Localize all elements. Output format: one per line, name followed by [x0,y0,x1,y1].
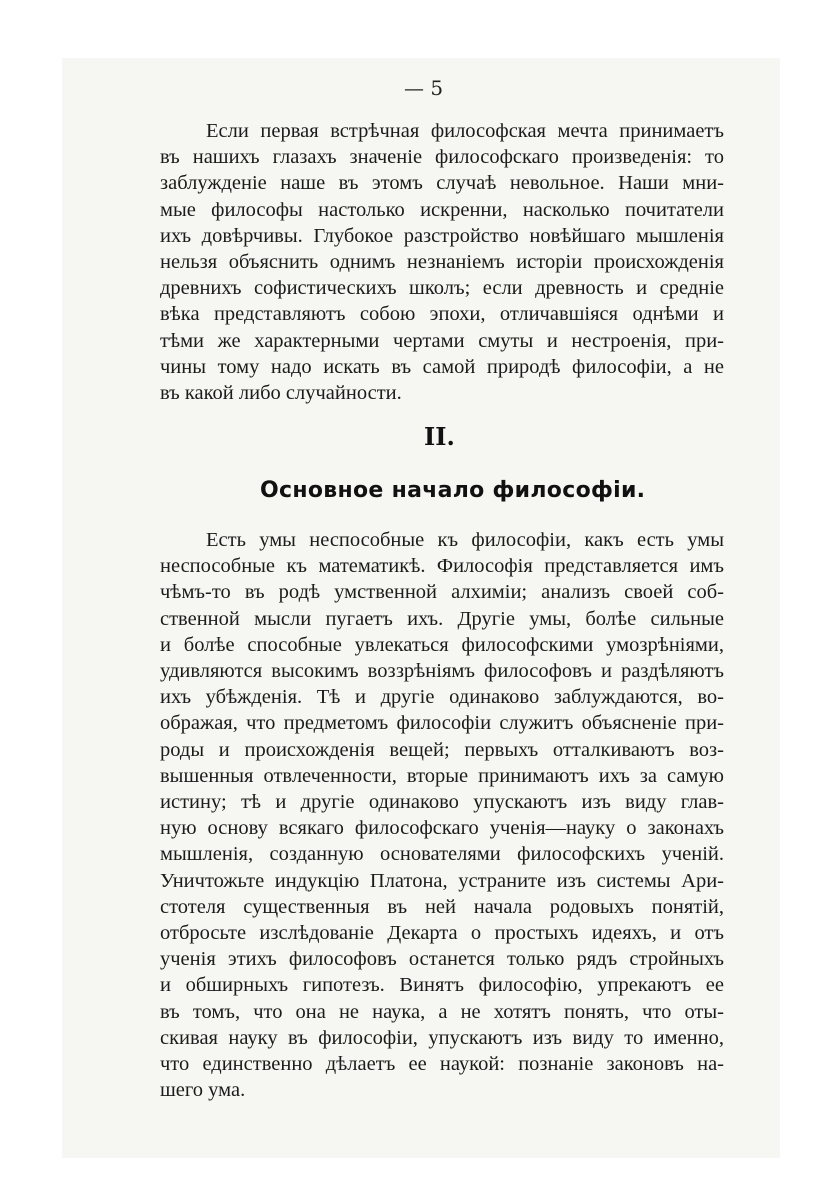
text-line: мые философы настолько искренни, насколько почитатели [160,198,724,221]
text-line: ихъ убѣжденія. Тѣ и другіе одинаково заблуждаются, во- [160,686,724,709]
text-line: въ нашихъ глазахъ значеніе философскаго произведенія: то [160,146,724,169]
text-line: вѣка представляютъ собою эпохи, отличавшіяся однѣми и [160,303,724,326]
text-line: ученія этихъ философовъ останется только рядъ стройныхъ [160,948,724,971]
text-line: отбросьте изслѣдованіе Декарта о простыхъ идеяхъ, и отъ [160,922,724,945]
section-number: II. [424,422,455,451]
text-line: древнихъ софистическихъ школъ; если древность и средніе [160,277,724,300]
section-title: Основное начало философіи. [260,478,646,503]
text-line: стотеля существенныя въ ней начала родовыхъ понятій, [160,895,724,918]
text-line: въ томъ, что она не наука, а не хотятъ понять, что оты- [160,1000,724,1023]
text-line: заблужденіе наше въ этомъ случаѣ невольное. Наши мни- [160,172,724,195]
text-line: вышенныя отвлеченности, вторые принимаютъ ихъ за самую [160,764,724,787]
text-line: чины тому надо искать въ самой природѣ философіи, а не [160,355,724,378]
text-line: Если первая встрѣчная философская мечта принимаетъ [206,120,724,142]
text-line: тѣми же характерными чертами смуты и нестроенія, при- [160,329,724,352]
text-line: ихъ довѣрчивы. Глубокое разстройство новѣйшаго мышленія [160,224,724,247]
text-line: ную основу всякаго философскаго ученія—науку о законахъ [160,817,724,840]
text-line: нельзя объяснить однимъ незнаніемъ исторіи происхожденія [160,251,724,274]
page-number: — 5 [404,76,444,100]
text-line: роды и происхожденія вещей; первыхъ отталкиваютъ воз- [160,738,724,761]
text-line: удивляются высокимъ воззрѣніямъ философовъ и раздѣляютъ [160,660,724,683]
text-line: и болѣе способные увлекаться философскими умозрѣніями, [160,633,724,656]
text-line: чѣмъ-то въ родѣ умственной алхиміи; анализъ своей соб- [160,581,724,604]
text-line: скивая науку въ философіи, упускаютъ изъ виду то именно, [160,1026,724,1049]
paragraph-2 [160,527,724,1103]
paragraph-1 [160,118,724,406]
text-line: и обширныхъ гипотезъ. Винятъ философію, упрекаютъ ее [160,974,724,997]
text-line: ственной мысли пугаетъ ихъ. Другіе умы, болѣе сильные [160,607,724,630]
text-line: что единственно дѣлаетъ ее наукой: познаніе законовъ на- [160,1053,724,1076]
text-line: мышленія, созданную основателями философскихъ ученій. [160,843,724,866]
text-line: Уничтожьте индукцію Платона, устраните изъ системы Ари- [160,869,724,892]
text-line: ображая, что предметомъ философіи служитъ объясненіе при- [160,712,724,735]
text-line: Есть умы неспособные къ философіи, какъ есть умы [206,529,724,551]
text-line: неспособные къ математикѣ. Философія представляется имъ [160,555,724,578]
text-line: въ какой либо случайности. [160,382,402,405]
text-line: шего ума. [160,1079,246,1102]
text-line: истину; тѣ и другіе одинаково упускаютъ изъ виду глав- [160,791,724,814]
